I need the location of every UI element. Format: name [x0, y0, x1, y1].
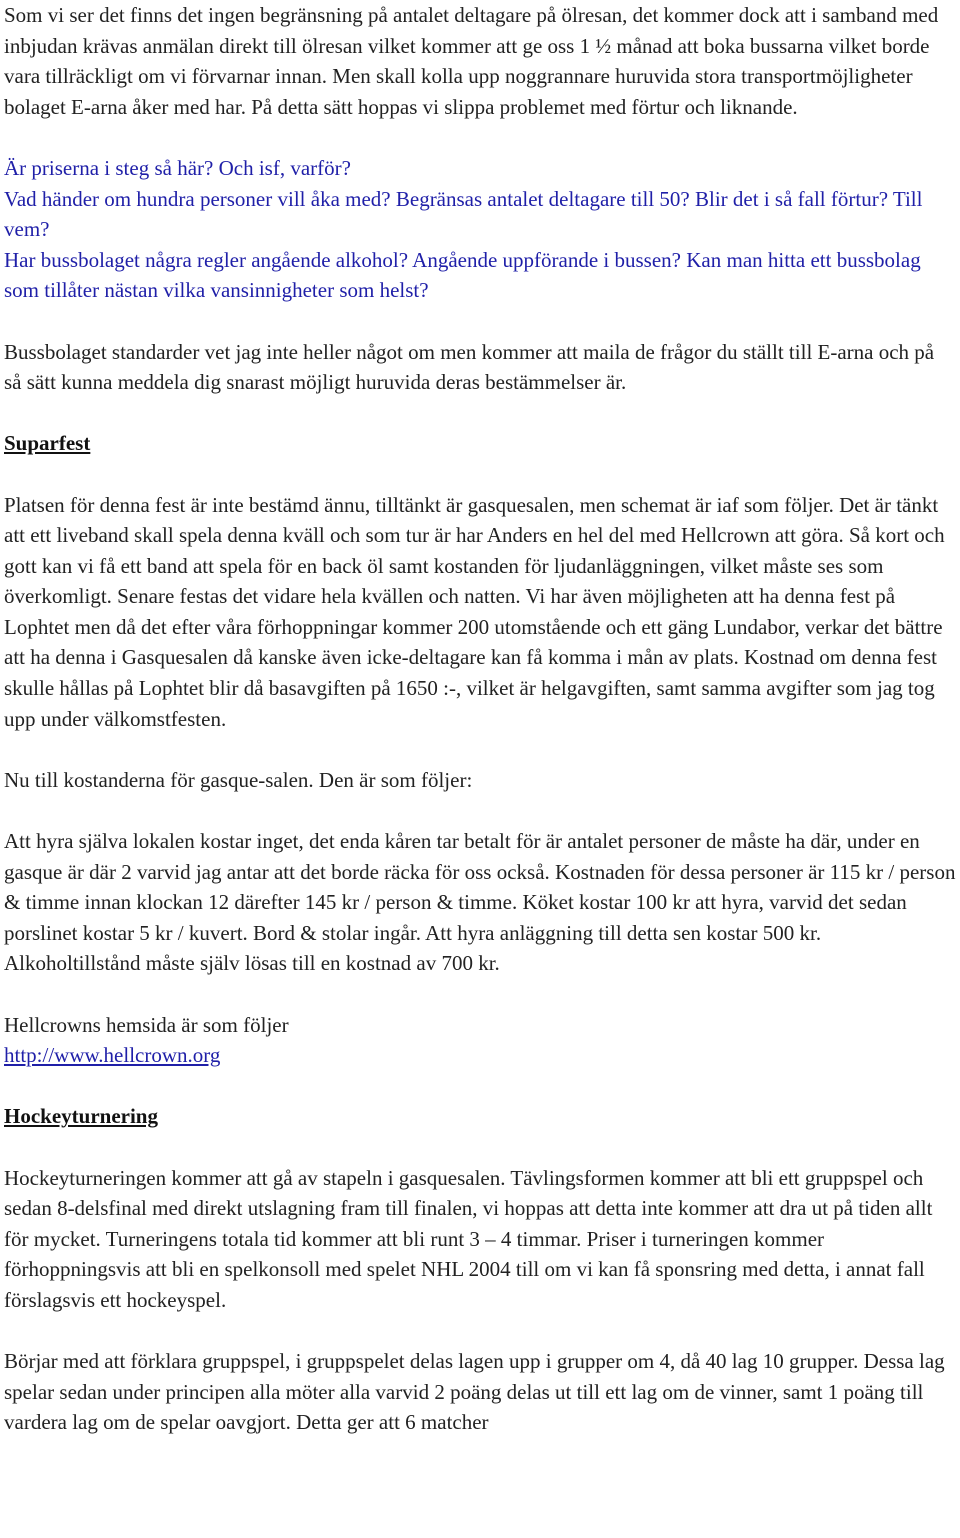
spacer [4, 122, 956, 153]
question-prices: Är priserna i steg så här? Och isf, varför? [4, 155, 351, 180]
heading-hockeyturnering: Hockeyturnering [4, 1104, 158, 1129]
hellcrown-label: Hellcrowns hemsida är som följer [4, 1012, 289, 1037]
spacer [4, 1071, 956, 1102]
paragraph-bus-standards: Bussbolaget standarder vet jag inte heller något om men kommer att maila de frågor du ställt till E-arna och på så sätt kunna meddela dig snarast möjligt huruvida deras bestämmelser är. [4, 339, 935, 395]
spacer [4, 1132, 956, 1163]
spacer [4, 1316, 956, 1347]
paragraph-gasque-costs: Att hyra själva lokalen kostar inget, det enda kåren tar betalt för är antalet personer de måste ha där, under en gasque är där 2 varvid jag antar att det borde räcka för oss också. Kostnaden för dessa personer är 115 kr / person & timme innan klockan 12 därefter 145 kr / person & timme. Köket kostar 100 kr att hyra, varvid det sedan porslinet kostar 5 kr / kuvert. Bord & stolar ingår. Att hyra anläggning till detta sen kostar 500 kr. Alkoholtillstånd måste själv lösas till en kostnad av 700 kr. [4, 829, 956, 976]
paragraph-bus-intro: Som vi ser det finns det ingen begränsning på antalet deltagare på ölresan, det kommer dock att i samband med inbjudan krävas anmälan direkt till ölresan vilket kommer att ge oss 1 ½ månad att boka bussarna vilket borde vara tillräckligt om vi förvarnar innan. Men skall kolla upp noggrannare huruvida stora transportmöjligheter bolaget E-arna åker med har. På detta sätt hoppas vi slippa problemet med förtur och liknande. [4, 3, 939, 119]
paragraph-suparfest: Platsen för denna fest är inte bestämd ännu, tilltänkt är gasquesalen, men schemat är iaf som följer. Det är tänkt att ett liveband skall spela denna kväll och som tur är har Anders en hel del med Hellcrown att göra. Så kort och gott kan vi få ett band att spela för en back öl samt kostanden för ljudanläggningen, vilket måste ses som överkomligt. Senare festas det vidare hela kvällen och natten. Vi har även möjligheten att ha denna fest på Lophtet men då det efter våra förhoppningar kommer 200 utomstående och ett gäng Lundabor, verkar det bättre att ha denna i Gasquesalen då kanske även icke-deltagare kan få komma i mån av plats. Kostnad om denna fest skulle hållas på Lophtet blir då basavgiften på 1650 :-, vilket är helgavgiften, samt samma avgifter som jag tog upp under välkomstfesten. [4, 492, 945, 731]
paragraph-gasque-costs-intro: Nu till kostanderna för gasque-salen. Den är som följer: [4, 767, 473, 792]
paragraph-group-play: Börjar med att förklara gruppspel, i gruppspelet delas lagen upp i grupper om 4, då 40 lag 10 grupper. Dessa lag spelar sedan under principen alla möter alla varvid 2 poäng delas ut till ett lag om de vinner, samt 1 poäng till vardera lag om de spelar oavgjort. Detta ger att 6 matcher [4, 1349, 945, 1435]
spacer [4, 398, 956, 429]
question-alcohol-rules: Har bussbolaget några regler angående alkohol? Angående uppförande i bussen? Kan man hitta ett bussbolag som tillåter nästan vilka vansinnigheter som helst? [4, 247, 921, 303]
hellcrown-link[interactable]: http://www.hellcrown.org [4, 1043, 221, 1068]
spacer [4, 795, 956, 826]
hellcrown-link-line [4, 1040, 956, 1071]
heading-suparfest: Suparfest [4, 431, 91, 456]
spacer [4, 306, 956, 337]
spacer [4, 734, 956, 765]
spacer [4, 979, 956, 1010]
paragraph-hockey: Hockeyturneringen kommer att gå av stapeln i gasquesalen. Tävlingsformen kommer att bli ett gruppspel och sedan 8-delsfinal med direkt utslagning fram till finalen, vi hoppas att detta inte kommer att dra ut på tiden allt för mycket. Turneringens totala tid kommer att bli runt 3 – 4 timmar. Priser i turneringen kommer förhoppningsvis att bli en spelkonsoll med spelet NHL 2004 till om vi kan få sponsring med detta, i annat fall förslagsvis ett hockeyspel. [4, 1165, 933, 1312]
spacer [4, 459, 956, 490]
question-hundred-persons: Vad händer om hundra personer vill åka med? Begränsas antalet deltagare till 50? Blir det i så fall förtur? Till vem? [4, 186, 923, 242]
